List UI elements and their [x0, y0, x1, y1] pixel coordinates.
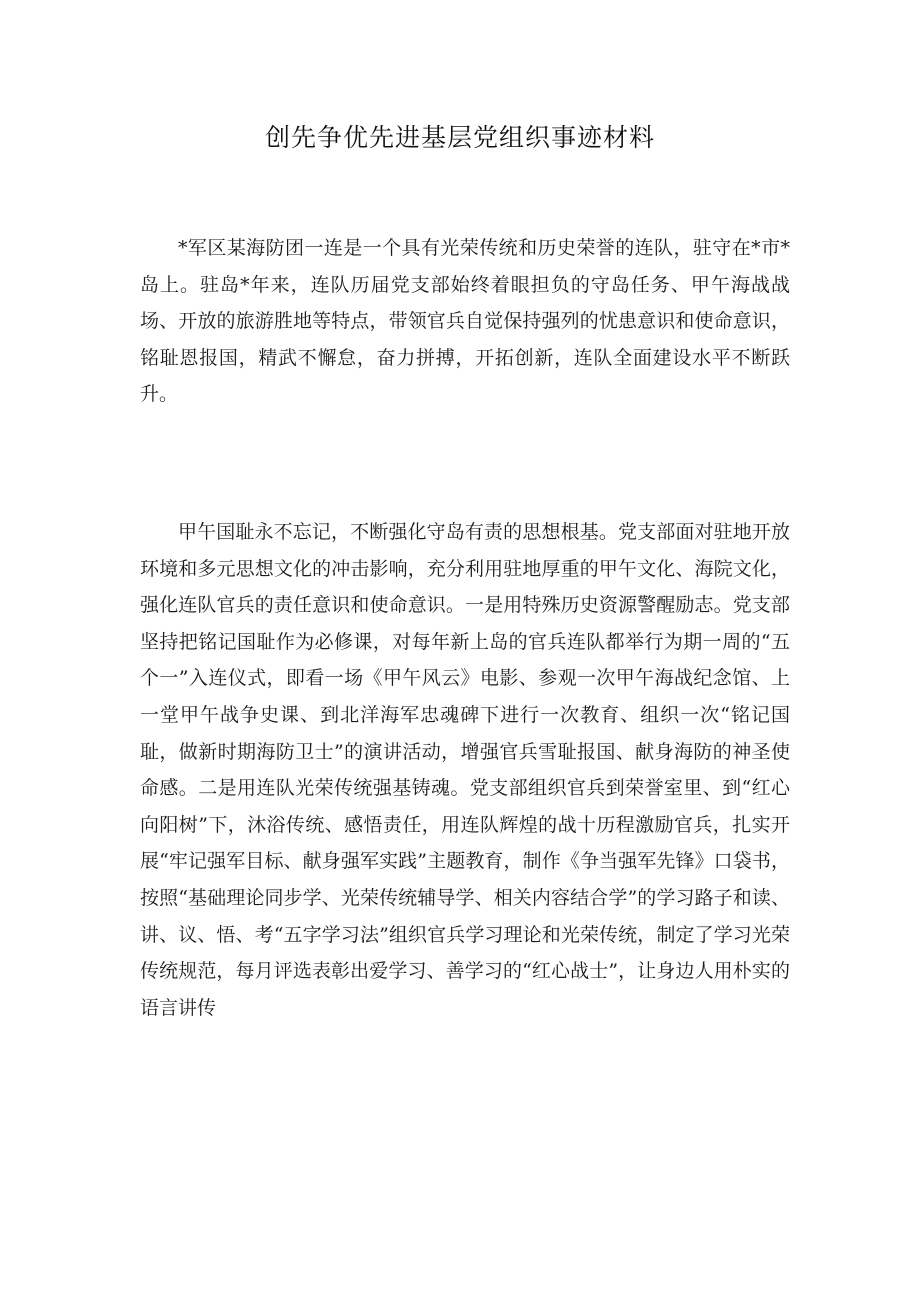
body-paragraph-2: 甲午国耻永不忘记，不断强化守岛有责的思想根基。党支部面对驻地开放环境和多元思想文化的冲击影响，充分利用驻地厚重的甲午文化、海院文化，强化连队官兵的责任意识和使命意识。一是用特殊历史资源警醒励志。党支部坚持把铭记国耻作为必修课，对每年新上岛的官兵连队都举行为期一周的“五个一”入连仪式，即看一场《甲午风云》电影、参观一次甲午海战纪念馆、上一堂甲午战争史课、到北洋海军忠魂碑下进行一次教育、组织一次“铭记国耻，做新时期海防卫士”的演讲活动，增强官兵雪耻报国、献身海防的神圣使命感。二是用连队光荣传统强基铸魂。党支部组织官兵到荣誉室里、到“红心向阳树”下，沐浴传统、感悟责任，用连队辉煌的战十历程激励官兵，扎实开展“牢记强军目标、献身强军实践”主题教育，制作《争当强军先锋》口袋书，按照“基础理论同步学、光荣传统辅导学、相关内容结合学”的学习路子和读、讲、议、悟、考“五字学习法”组织官兵学习理论和光荣传统，制定了学习光荣传统规范，每月评选表彰出爱学习、善学习的“红心战士”，让身边人用朴实的语言讲传 [140, 521, 790, 1019]
body-paragraph-1: *军区某海防团一连是一个具有光荣传统和历史荣誉的连队，驻守在*市*岛上。驻岛*年来，连队历届党支部始终着眼担负的守岛任务、甲午海战战场、开放的旅游胜地等特点，带领官兵自觉保持强列的忧患意识和使命意识，铭耻恩报国，精武不懈怠，奋力拼搏，开拓创新，连队全面建设水平不断跃升。 [140, 237, 790, 406]
document-title: 创先争优先进基层党组织事迹材料 [264, 123, 655, 152]
